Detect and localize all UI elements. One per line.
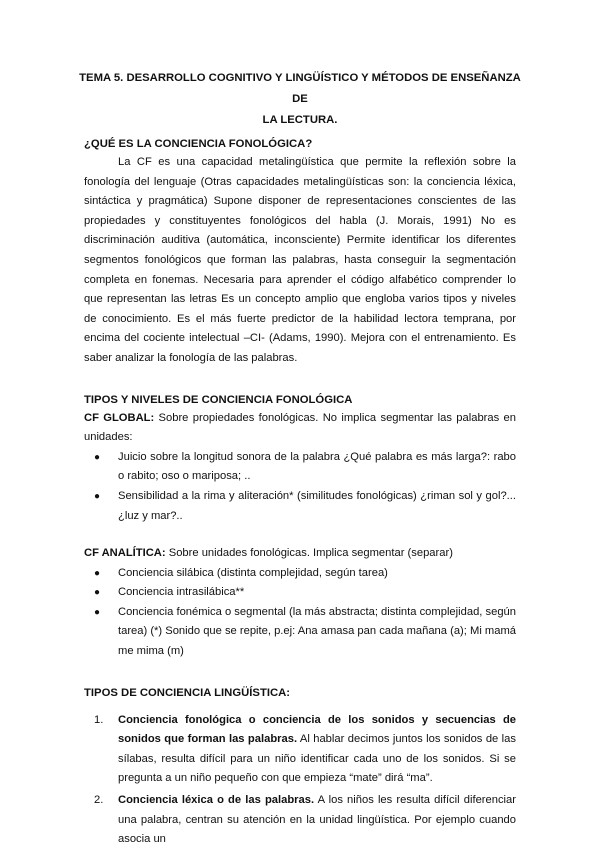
list-item: ● Juicio sobre la longitud sonora de la palabra ¿Qué palabra es más larga?: rabo o rabito; oso o mariposa; .. xyxy=(118,448,516,487)
bullet-icon: ● xyxy=(94,587,101,599)
cf-analitica-paragraph xyxy=(84,544,516,564)
bullet-icon: ● xyxy=(94,567,101,579)
bullet-icon: ● xyxy=(94,451,101,463)
question-heading: ¿QUÉ ES LA CONCIENCIA FONOLÓGICA? xyxy=(84,138,313,150)
cf-global-paragraph xyxy=(84,409,516,448)
list-item: 2. Conciencia léxica o de las palabras. A los niños les resulta difícil diferenciar una palabra, centran su atención en la unidad lingüística. Por ejemplo cuando asocia un xyxy=(118,791,516,850)
tipos-niveles-heading: TIPOS Y NIVELES DE CONCIENCIA FONOLÓGICA xyxy=(84,393,353,406)
tipos-linguistica-heading: TIPOS DE CONCIENCIA LINGÜÍSTICA: xyxy=(84,686,291,699)
list-item: ● Conciencia intrasilábica** xyxy=(118,583,516,603)
item-number: 1. xyxy=(94,713,104,726)
cf-analitica-list xyxy=(84,564,516,662)
intro-paragraph: La CF es una capacidad metalingüística que permite la reflexión sobre la fonología del lenguaje (Otras capacidades metalingüísticas son: la conciencia léxica, sintáctica y pragmática) Supone disponer de representaciones conscientes de las propiedades y constituyentes fonológicos del habla (J. Morais, 1991) No es discriminación auditiva (automática, inconsciente) Permite identificar los diferentes segmentos fonológicos que forman las palabras, hasta conseguir la segmentación completa en fonemas. Necesaria para aprender el código alfabético comprender lo que representan las letras Es un concepto amplio que engloba varios tipos y niveles de conocimiento. Es el más fuerte predictor de la habilidad lectora temprana, por encima del cociente intelectual –CI- (Adams, 1990). Mejora con el entrenamiento. Es saber analizar la fonología de las palabras. xyxy=(84,156,516,364)
bullet-icon: ● xyxy=(94,606,101,618)
title-line-1: TEMA 5. DESARROLLO COGNITIVO Y LINGÜÍSTICO Y MÉTODOS DE ENSEÑANZA DE xyxy=(79,72,521,105)
cf-analitica-text: Sobre unidades fonológicas. Implica segmentar (separar) xyxy=(165,547,453,560)
title-line-2: LA LECTURA. xyxy=(262,114,338,126)
bullet-icon: ● xyxy=(94,490,101,502)
cf-global-list xyxy=(84,448,516,526)
list-item: ● Sensibilidad a la rima y aliteración* (similitudes fonológicas) ¿riman sol y gol?... ¿luz y mar?.. xyxy=(118,487,516,526)
document-title xyxy=(78,68,522,131)
cf-analitica-label: CF ANALÍTICA: xyxy=(84,547,166,560)
list-item: ● Conciencia fonémica o segmental (la más abstracta; distinta complejidad, según tarea) (*) Sonido que se repite, p.ej: Ana amasa pan cada mañana (a); Mi mamá me mima (m) xyxy=(118,603,516,662)
item-number: 2. xyxy=(94,794,104,807)
cf-global-text: Sobre propiedades fonológicas. No implica segmentar las palabras en unidades: xyxy=(84,411,517,444)
cf-global-label: CF GLOBAL: xyxy=(84,411,155,424)
list-item: 1. Conciencia fonológica o conciencia de los sonidos y secuencias de sonidos que forman las palabras. Al hablar decimos juntos los sonidos de las sílabas, resulta difícil para un niño identificar cada uno de los sonidos. Si se pregunta a un niño pequeño con que empieza “mate” dirá “ma”. xyxy=(118,711,516,789)
list-item: ● Conciencia silábica (distinta complejidad, según tarea) xyxy=(118,564,516,584)
linguistica-list xyxy=(84,711,516,850)
